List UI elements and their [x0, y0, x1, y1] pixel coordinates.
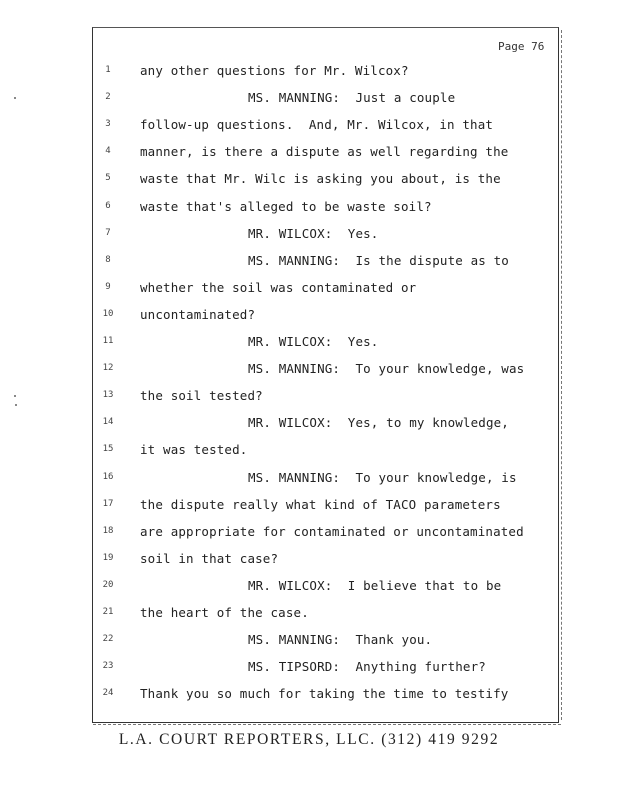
transcript-line-text: MR. WILCOX: Yes. — [248, 225, 379, 241]
line-number: 4 — [105, 146, 111, 157]
line-number: 5 — [105, 173, 111, 184]
line-number: 1 — [105, 65, 111, 75]
line-number: 24 — [102, 688, 114, 699]
line-number: 16 — [102, 471, 114, 482]
line-number: 9 — [105, 281, 111, 292]
transcript-line-text: MS. TIPSORD: Anything further? — [248, 659, 486, 675]
line-number: 23 — [102, 661, 114, 672]
transcript-line-text: MR. WILCOX: I believe that to be — [248, 577, 502, 593]
line-number: 11 — [102, 336, 114, 346]
line-number: 14 — [102, 417, 114, 428]
line-number: 6 — [105, 200, 111, 211]
scan-speck — [14, 97, 16, 99]
line-number: 10 — [102, 308, 114, 319]
line-number: 2 — [105, 92, 111, 103]
transcript-line-text: the heart of the case. — [140, 605, 309, 620]
transcript-line-text: Thank you so much for taking the time to testify — [140, 686, 509, 702]
line-number: 22 — [102, 634, 114, 645]
line-number: 21 — [102, 607, 114, 617]
transcript-line-text: MS. MANNING: Just a couple — [248, 90, 456, 106]
transcript-line-text: are appropriate for contaminated or uncontaminated — [140, 523, 524, 539]
transcript-line-text: it was tested. — [140, 442, 248, 458]
line-number: 18 — [102, 525, 114, 536]
transcript-line-text: waste that's alleged to be waste soil? — [140, 198, 432, 214]
transcript-line-text: MR. WILCOX: Yes. — [248, 334, 379, 349]
line-number: 17 — [102, 498, 114, 509]
line-number: 15 — [102, 444, 114, 455]
transcript-line-text: MS. MANNING: To your knowledge, was — [248, 361, 525, 377]
transcript-line-text: waste that Mr. Wilc is asking you about, is the — [140, 171, 501, 187]
court-reporter-footer: L.A. COURT REPORTERS, LLC. (312) 419 9292 — [118, 731, 500, 748]
line-number: 13 — [102, 390, 114, 401]
line-number: 8 — [105, 254, 111, 265]
page-number-label: Page 76 — [498, 40, 545, 53]
transcript-line-text: the dispute really what kind of TACO parameters — [140, 496, 501, 512]
line-number: 19 — [102, 552, 114, 563]
transcript-line-text: any other questions for Mr. Wilcox? — [140, 63, 409, 78]
line-number: 7 — [105, 227, 111, 238]
transcript-line-text: follow-up questions. And, Mr. Wilcox, in that — [140, 117, 494, 133]
scan-speck — [14, 395, 16, 397]
page-edge-right — [558, 30, 562, 720]
transcript-line-text: uncontaminated? — [140, 306, 256, 322]
transcript-line-text: the soil tested? — [140, 388, 263, 404]
line-number: 12 — [102, 363, 114, 374]
page-edge-bottom — [93, 722, 561, 725]
transcript-line-text: whether the soil was contaminated or — [140, 279, 417, 295]
line-number: 20 — [102, 579, 114, 590]
scan-speck — [15, 404, 17, 406]
transcript-line-text: MR. WILCOX: Yes, to my knowledge, — [248, 415, 509, 431]
transcript-line-text: soil in that case? — [140, 550, 279, 566]
transcript-line-text: MS. MANNING: Thank you. — [248, 632, 433, 648]
transcript-line-text: manner, is there a dispute as well regarding the — [140, 144, 509, 160]
transcript-line-text: MS. MANNING: Is the dispute as to — [248, 252, 509, 268]
line-number: 3 — [105, 119, 111, 130]
transcript-line-text: MS. MANNING: To your knowledge, is — [248, 469, 517, 485]
